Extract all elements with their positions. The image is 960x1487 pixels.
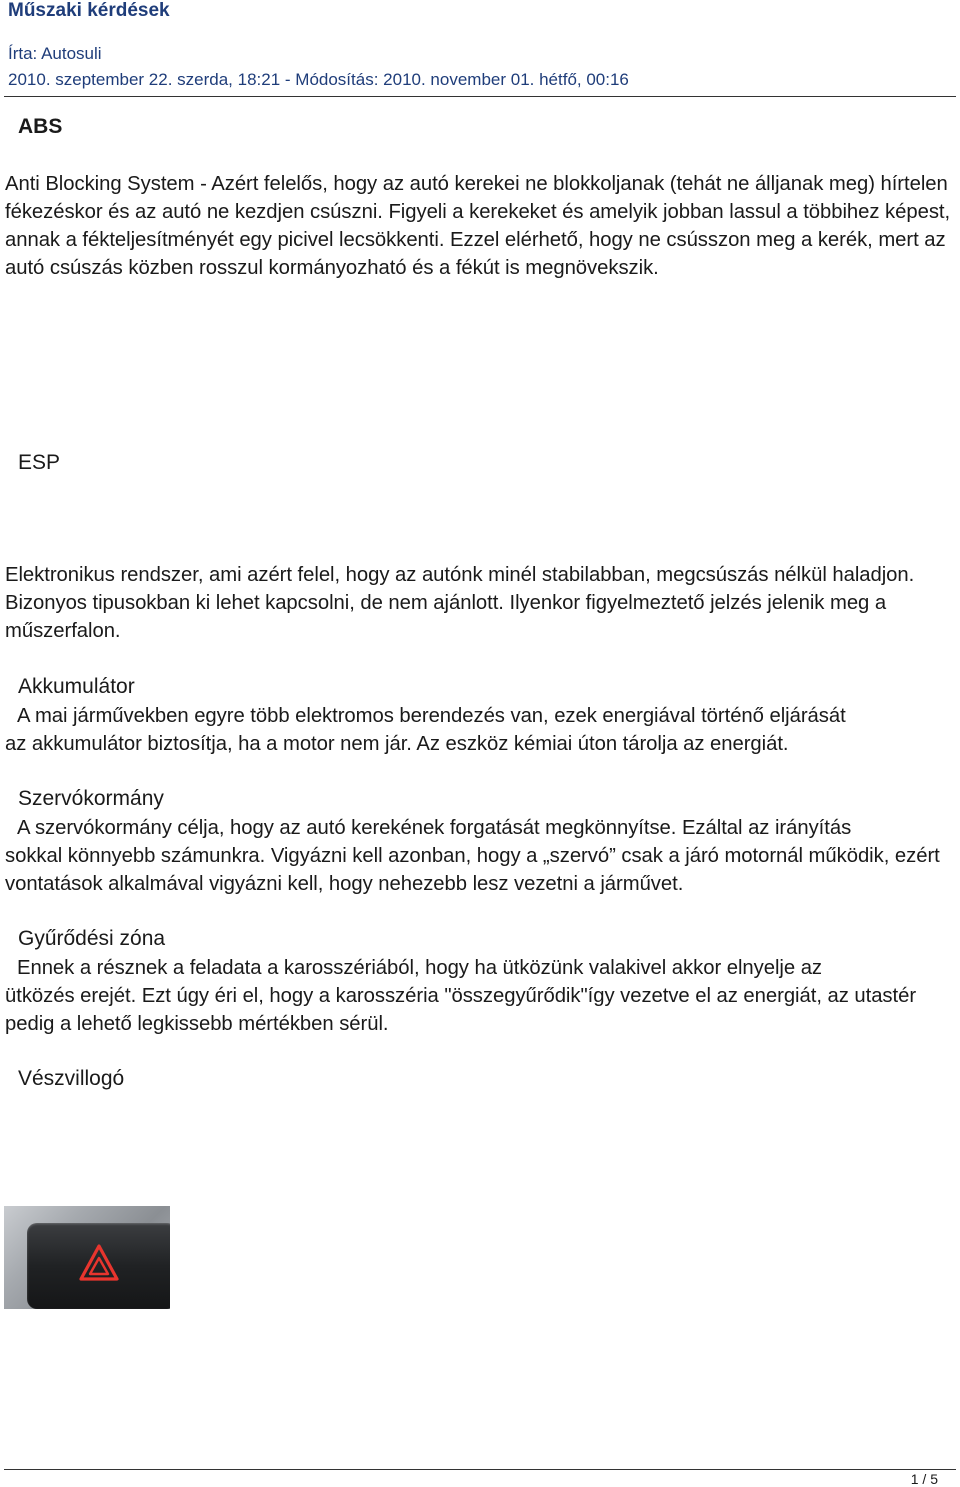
section-text-esp: Elektronikus rendszer, ami azért felel, hogy az autónk minél stabilabban, megcsúszás nélkül haladjon. Bizonyos tipusokban ki lehet kapcsolni, de nem ajánlott. Ilyenkor figyelmeztető jelzés jelenik meg a műszerfalon. [5, 564, 915, 642]
page-number: 1 / 5 [910, 1471, 938, 1487]
section-text-akkumulator [5, 702, 955, 758]
article-author: Írta: Autosuli [8, 44, 102, 63]
section-text-gyurodesi-zona [5, 954, 955, 1038]
section-text-szervokormany-rest: sokkal könnyebb számunkra. Vigyázni kell azonban, hogy a „szervó” csak a járó motornál működik, ezért vontatások alkalmával vigyázni kell, hogy nehezebb lesz vezetni a járművet. [5, 845, 940, 895]
section-text-gyurodesi-zona-rest: ütközés erejét. Ezt úgy éri el, hogy a karosszéria "összegyűrődik"így vezetve el az energiát, az utastér pedig a lehető legkissebb mértékben sérül. [5, 985, 917, 1035]
section-heading-akkumulator: Akkumulátor [18, 675, 135, 698]
hazard-warning-button-photo [4, 1206, 170, 1309]
section-heading-szervokormany: Szervókormány [18, 787, 164, 810]
section-text-gyurodesi-zona-lead: Ennek a résznek a feladata a karosszériából, hogy ha ütközünk valakivel akkor elnyelje az [17, 957, 823, 979]
header-divider [4, 96, 956, 97]
section-text-akkumulator-rest: az akkumulátor biztosítja, ha a motor nem jár. Az eszköz kémiai úton tárolja az energiát. [5, 733, 789, 755]
article-dates: 2010. szeptember 22. szerda, 18:21 - Módosítás: 2010. november 01. hétfő, 00:16 [8, 70, 629, 89]
section-heading-esp: ESP [18, 451, 61, 474]
section-heading-gyurodesi-zona: Gyűrődési zóna [18, 927, 166, 950]
section-heading-abs: ABS [18, 115, 63, 138]
hazard-triangle-icon [79, 1244, 119, 1282]
section-heading-veszvillogo: Vészvillogó [18, 1067, 125, 1090]
section-text-akkumulator-lead: A mai járművekben egyre több elektromos berendezés van, ezek energiával történő eljárását [17, 705, 846, 727]
page-title: Műszaki kérdések [8, 0, 170, 21]
section-text-szervokormany-lead: A szervókormány célja, hogy az autó kerekének forgatását megkönnyítse. Ezáltal az irányítás [17, 817, 852, 839]
section-text-abs: Anti Blocking System - Azért felelős, hogy az autó kerekei ne blokkoljanak (tehát ne álljanak meg) hírtelen fékezéskor és az autó ne kezdjen csúszni. Figyeli a kerekeket és amelyik jobban lassul a többihez képest, annak a fékteljesítményét egy picivel lecsökkenti. Ezzel elérhető, hogy ne csússzon meg a kerék, mert az autó csúszás közben rosszul kormányozható és a fékút is megnövekszik. [5, 173, 951, 279]
footer-divider [4, 1469, 956, 1470]
section-text-szervokormany [5, 814, 955, 898]
